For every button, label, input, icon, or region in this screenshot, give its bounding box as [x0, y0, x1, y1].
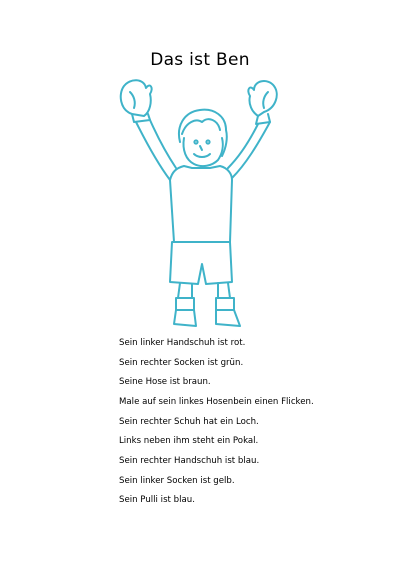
sentence: Sein rechter Schuh hat ein Loch.: [119, 417, 259, 427]
sentence: Links neben ihm steht ein Pokal.: [119, 436, 259, 446]
sentence: Sein Pulli ist blau.: [119, 495, 195, 505]
sentence: Seine Hose ist braun.: [119, 377, 211, 387]
sentence: Sein linker Handschuh ist rot.: [119, 338, 246, 348]
page-title: Das ist Ben: [150, 50, 250, 70]
sentence: Sein linker Socken ist gelb.: [119, 476, 235, 486]
sentence: Male auf sein linkes Hosenbein einen Flicken.: [119, 397, 314, 407]
sentence: Sein rechter Socken ist grün.: [119, 358, 244, 368]
sentence: Sein rechter Handschuh ist blau.: [119, 456, 260, 466]
